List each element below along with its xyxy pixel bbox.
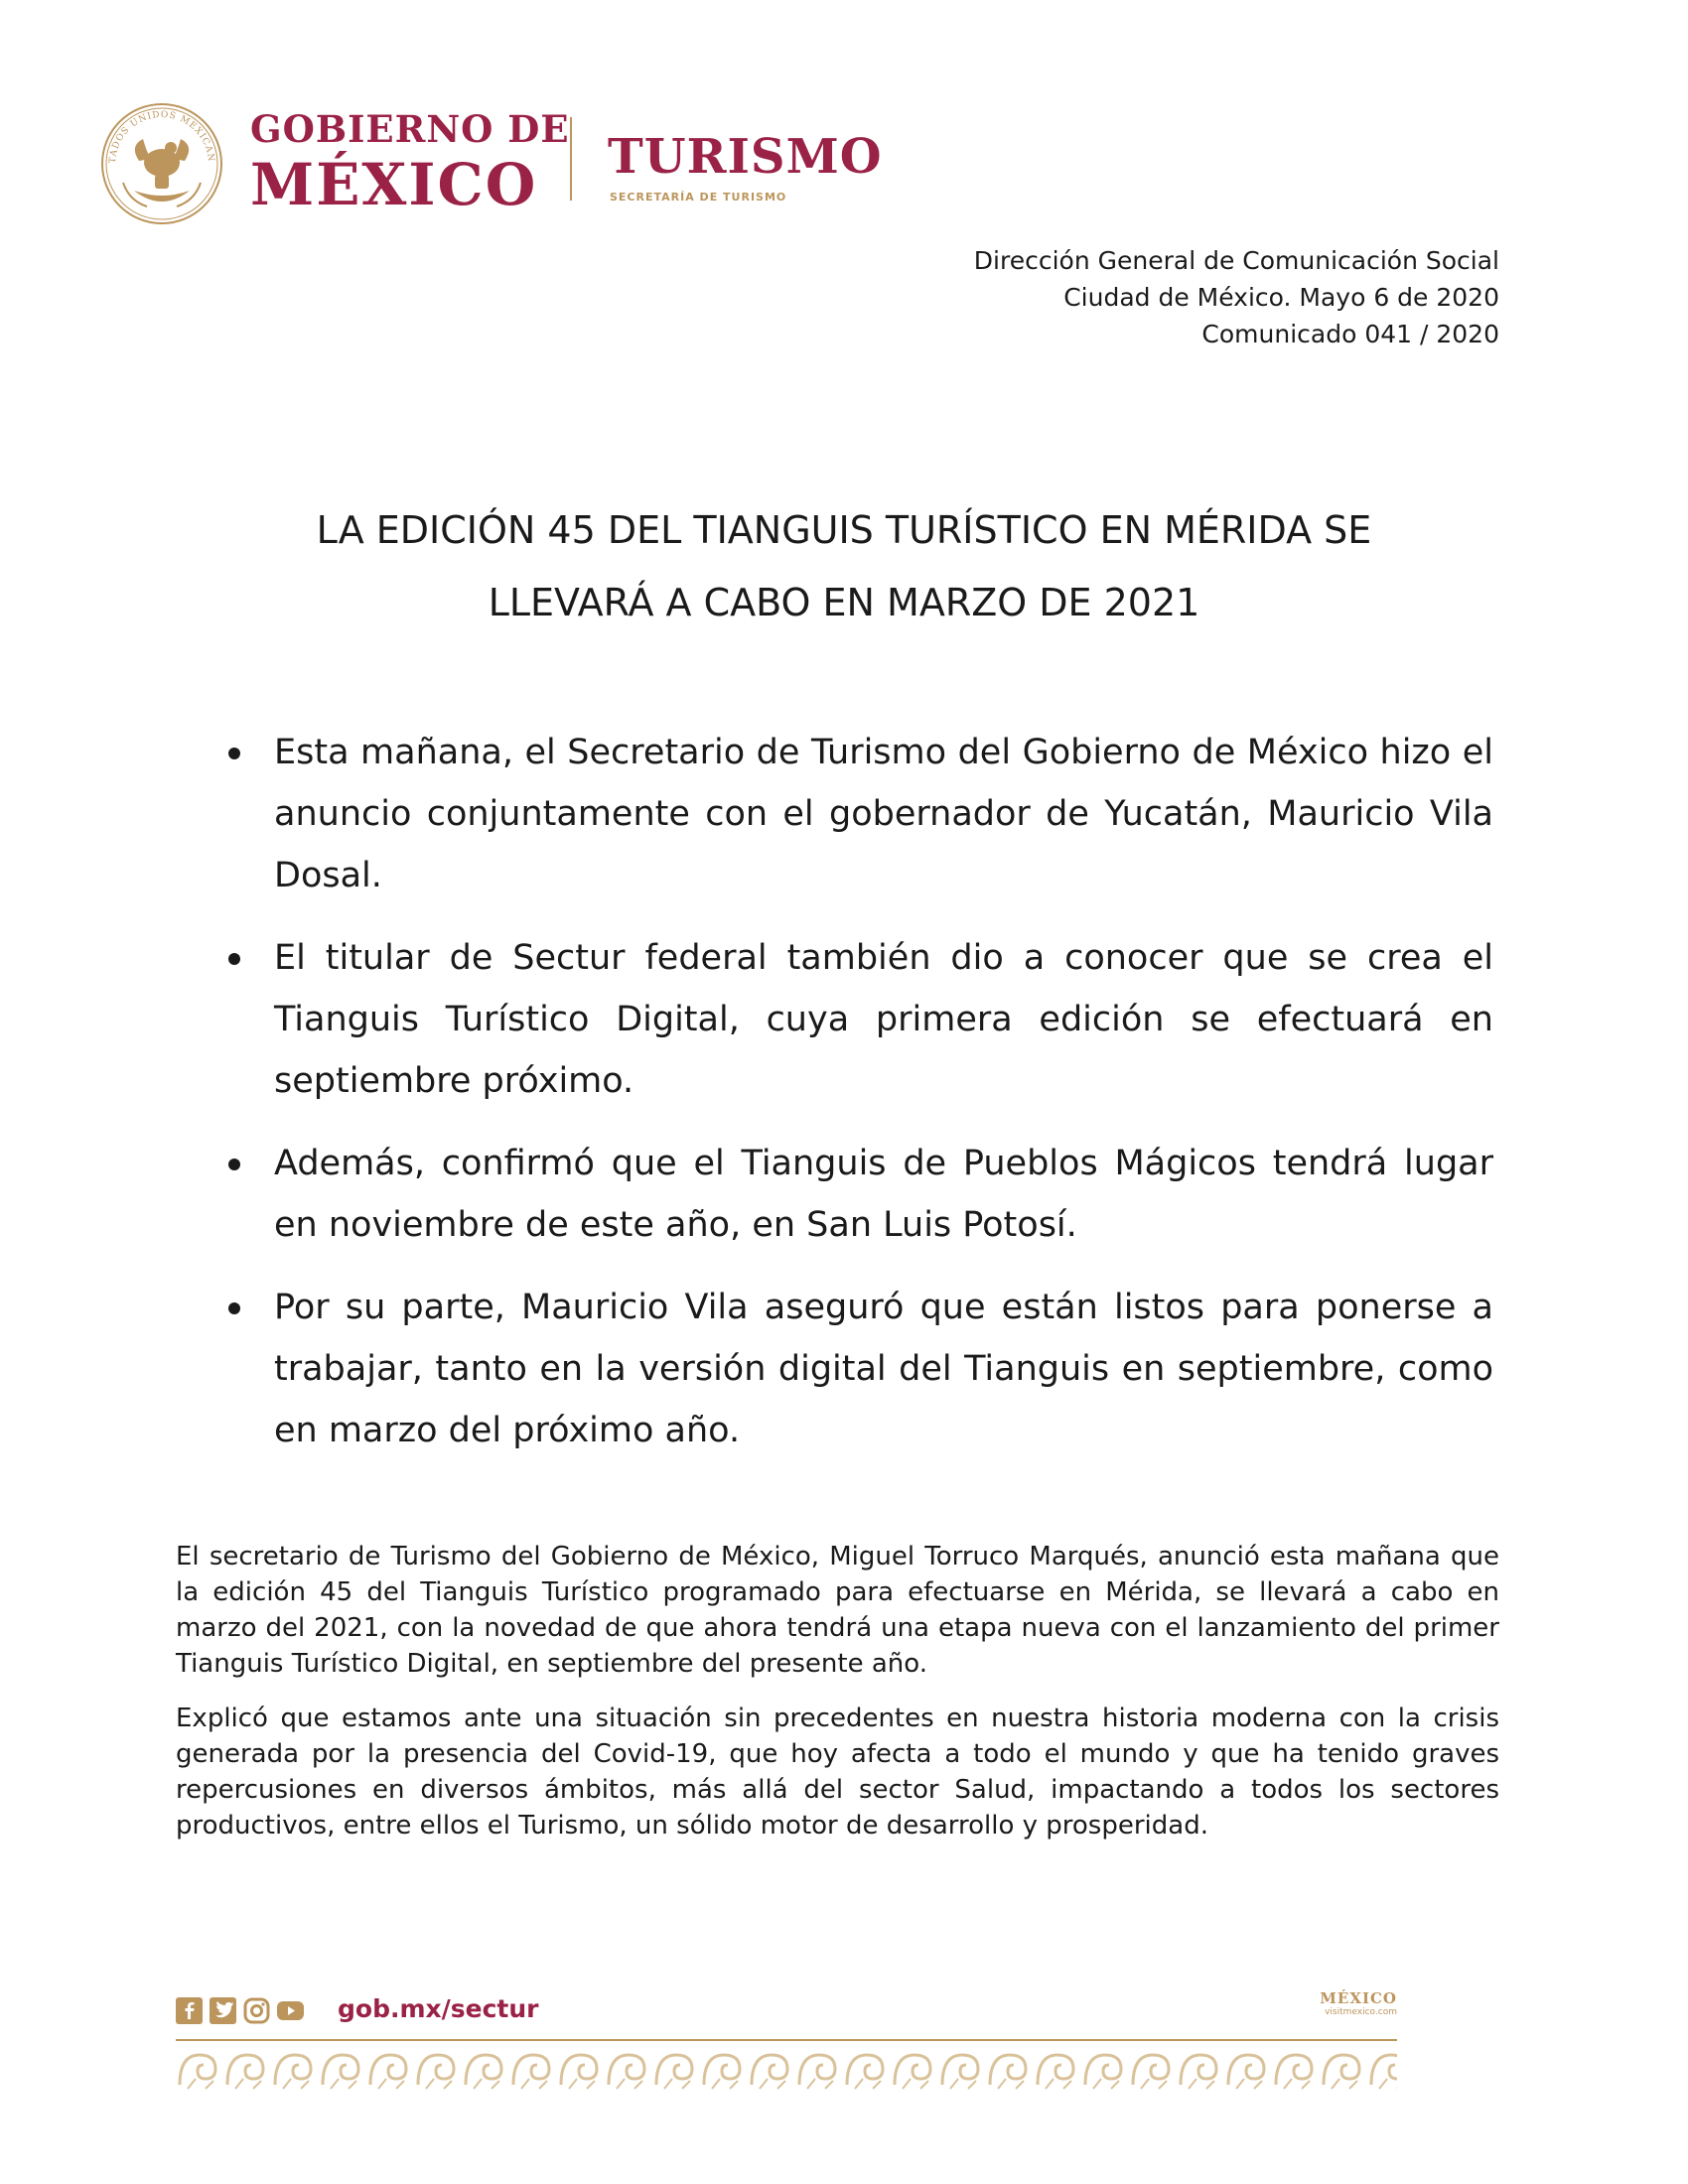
date-line: Ciudad de México. Mayo 6 de 2020: [1063, 283, 1499, 312]
highlights-list: [224, 722, 1493, 1482]
facebook-icon[interactable]: [176, 1997, 203, 2024]
bullet-icon: [228, 1302, 240, 1314]
turismo-logo: TURISMO: [608, 129, 883, 185]
seal-icon: [99, 101, 224, 226]
bullet-icon: [228, 748, 240, 759]
bullet-icon: [228, 1159, 240, 1170]
page-footer: [176, 1985, 1397, 2105]
gobierno-line1: GOBIERNO DE: [250, 107, 570, 151]
list-item: [224, 1133, 1493, 1256]
list-item-text: El titular de Sectur federal también dio a conocer que se crea el Tianguis Turístico Digital, cuya primera edición se efectuará en septiembre próximo.: [274, 938, 1493, 1101]
list-item-text: Esta mañana, el Secretario de Turismo del Gobierno de México hizo el anuncio conjuntamente con el gobernador de Yucatán, Mauricio Vila Dosal.: [274, 733, 1493, 895]
page-header: [99, 97, 1092, 226]
direccion-line: Dirección General de Comunicación Social: [973, 246, 1499, 275]
mexico-logo-word: MÉXICO: [1320, 1989, 1397, 2007]
list-item-text: Además, confirmó que el Tianguis de Pueblos Mágicos tendrá lugar en noviembre de este año, en San Luis Potosí.: [274, 1144, 1493, 1245]
list-item-text: Por su parte, Mauricio Vila aseguró que están listos para ponerse a trabajar, tanto en la versión digital del Tianguis en septiembre, como en marzo del próximo año.: [274, 1288, 1493, 1450]
body-paragraph: El secretario de Turismo del Gobierno de México, Miguel Torruco Marqués, anunció esta mañana que la edición 45 del Tianguis Turístico programado para efectuarse en Mérida, se llevará a cabo en marzo del 2021, con la novedad de que ahora tendrá una etapa nueva con el lanzamiento del primer Tianguis Turístico Digital, en septiembre del presente año.: [176, 1542, 1499, 1679]
sectur-url-link[interactable]: gob.mx/sectur: [338, 1994, 539, 2023]
list-item: [224, 927, 1493, 1112]
press-release-title: [189, 494, 1499, 639]
twitter-icon[interactable]: [210, 1997, 236, 2024]
list-item: [224, 722, 1493, 906]
bullet-icon: [228, 953, 240, 965]
youtube-icon[interactable]: [277, 1997, 304, 2024]
decorative-pattern-band: [176, 2049, 1397, 2091]
logo-divider: [570, 117, 572, 201]
coat-of-arms-seal: [99, 101, 224, 226]
title-line2: LLEVARÁ A CABO EN MARZO DE 2021: [488, 581, 1200, 624]
document-meta: [974, 242, 1499, 352]
footer-divider: [176, 2039, 1397, 2041]
body-text: [176, 1539, 1499, 1862]
comunicado-line: Comunicado 041 / 2020: [1201, 320, 1499, 348]
gobierno-de-mexico-logo: [250, 107, 570, 218]
svg-text:ESTADOS UNIDOS MEXICANOS: TADOS UNIDOS MEXICAN: [107, 109, 216, 164]
social-icons: [176, 1997, 304, 2024]
title-line1: LA EDICIÓN 45 DEL TIANGUIS TURÍSTICO EN MÉRIDA SE: [316, 508, 1372, 552]
visit-mexico-logo: [1320, 1989, 1397, 2017]
mexico-logo-url: visitmexico.com: [1325, 2007, 1397, 2017]
list-item: [224, 1277, 1493, 1461]
gobierno-line2: MÉXICO: [250, 151, 538, 218]
secretaria-subtitle: SECRETARÍA DE TURISMO: [610, 191, 787, 204]
body-paragraph: Explicó que estamos ante una situación sin precedentes en nuestra historia moderna con la crisis generada por la presencia del Covid-19, que hoy afecta a todo el mundo y que ha tenido graves repercusiones en diversos ámbitos, más allá del sector Salud, impactando a todos los sectores productivos, entre ellos el Turismo, un sólido motor de desarrollo y prosperidad.: [176, 1704, 1499, 1841]
instagram-icon[interactable]: [243, 1997, 270, 2024]
